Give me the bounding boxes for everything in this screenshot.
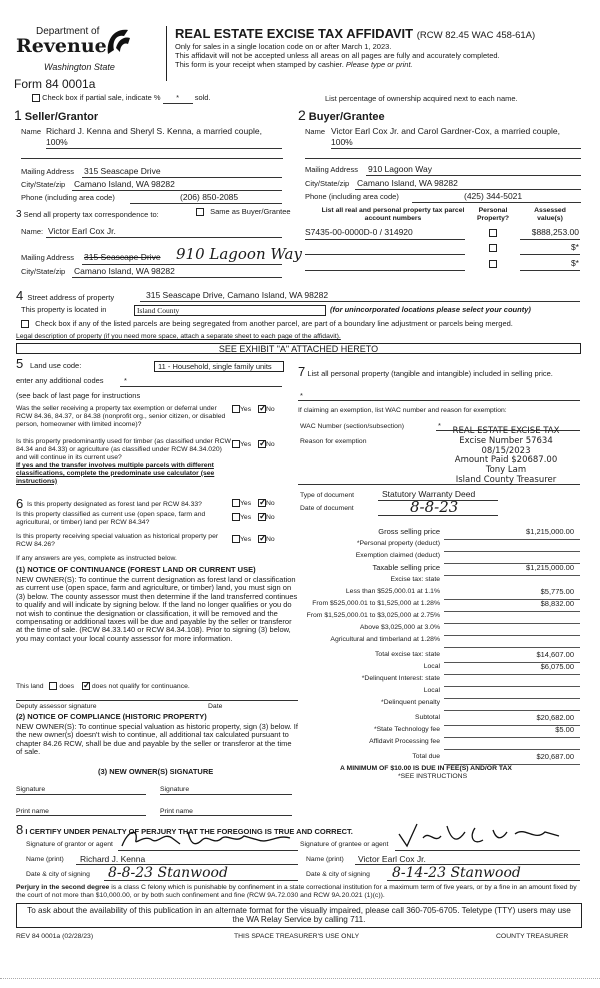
sec5-q1: Was the seller receiving a property tax exemption or deferral under RCW 84.36, 84.37, or 84.38 (nonprofit org., senior citizen, or disabled person, homeowner with limited income)? [16, 405, 226, 428]
form-title: REAL ESTATE EXCISE TAX AFFIDAVIT (RCW 82.45 WAC 458-61A) [175, 26, 536, 41]
current-use-no-checkbox[interactable] [258, 513, 266, 521]
tax-row: *State Technology fee $5.00 [298, 726, 580, 738]
footer-treasurer-use: THIS SPACE TREASURER'S USE ONLY [234, 933, 360, 940]
sec6-q1: Is this property designated as forest land per RCW 84.33? [27, 501, 202, 508]
tax-row: Subtotal $20,682.00 [298, 714, 580, 726]
wac-label: WAC Number (section/subsection) [300, 423, 405, 430]
footer-county-treasurer: COUNTY TREASURER [496, 933, 569, 940]
tax-row: *Delinquent Interest: state [298, 675, 580, 687]
new-owner-print-label: Print name [16, 808, 49, 815]
notice2-title: (2) NOTICE OF COMPLIANCE (HISTORIC PROPERTY) [16, 712, 207, 721]
seller-phone-label: Phone (including area code) [21, 193, 115, 202]
deputy-date-label: Date [208, 703, 223, 710]
seller-name[interactable]: Richard J. Kenna and Sheryl S. Kenna, a married couple, [46, 126, 262, 136]
buyer-phone-label: Phone (including area code) [305, 192, 399, 201]
parcel-header: List all real and personal property tax parcel account numbers [321, 207, 465, 222]
tax-row: Excise tax: state [390, 576, 440, 583]
accessibility-note: To ask about the availability of this publication in an alternate format for the visually impaired, please call 360-705-6705. Teletype (TTY) users may use the WA Relay Service by calling 711. [16, 903, 582, 928]
grantor-date-label: Date & city of signing [26, 871, 90, 878]
grantor-signature [118, 826, 298, 852]
seller-city-label: City/State/zip [21, 180, 66, 189]
q2-yes-checkbox[interactable] [232, 440, 240, 448]
personal-property-checkbox[interactable] [489, 244, 497, 252]
new-owner-sig-label: Signature [16, 786, 46, 793]
revenue-label: Revenue [16, 35, 107, 57]
additional-codes-label: enter any additional codes [16, 376, 104, 385]
if-yes: If any answers are yes, complete as instructed below. [16, 555, 177, 562]
dor-emblem-icon [104, 26, 134, 58]
located-label: This property is located in [21, 305, 107, 314]
tax-row: From $1,525,000.01 to $3,025,000 at 2.75% [298, 612, 580, 624]
buyer-pct[interactable]: 100% [331, 137, 353, 147]
notice1-title: (1) NOTICE OF CONTINUANCE (FOREST LAND OR CURRENT USE) [16, 565, 256, 574]
assessed-value[interactable]: $888,253.00 [531, 227, 579, 237]
tax-row: Affidavit Processing fee [298, 738, 580, 750]
sec6-q3: Is this property receiving special valuation as historical property per RCW 84.26? [16, 533, 219, 548]
grantor-date: 8-8-23 Stanwood [108, 865, 228, 881]
perjury-note: Perjury in the second degree is a class C felony which is punishable by confinement in a state correctional institution for a maximum term of five years, or by a fine in an amount fixed by the court of not more than $10,000.00, or by both such confinement and fine (RCW 9A.72.030 and RCW 9A.20.021 (1)(c)). [16, 884, 577, 899]
segregated-row: Check box if any of the listed parcels are being segregated from another parcel, are part of a boundary line adjustment or parcels being merged. [21, 320, 513, 329]
located-note: (for unincorporated locations please select your county) [330, 305, 531, 314]
personal-property-checkbox[interactable] [489, 229, 497, 237]
historic-yes-checkbox[interactable] [232, 535, 240, 543]
sec6-q3-answer: Yes ✓ No [232, 535, 275, 544]
seller-name-label: Name [21, 127, 42, 136]
sec6-q1-answer: Yes ✓ No [232, 499, 275, 508]
tax-row: Less than $525,000.01 at 1.1% $5,775.00 [298, 588, 580, 600]
new-owner-sig-label-2: Signature [160, 786, 190, 793]
tax-row: *Delinquent penalty [298, 699, 580, 711]
sec3-mail-struck[interactable]: 315 Seascape Drive [84, 252, 161, 262]
grantee-date: 8-14-23 Stanwood [392, 865, 521, 881]
header-line-1: Only for sales in a single location code on or after March 1, 2023. [175, 42, 392, 51]
sec3-city-label: City/State/zip [21, 267, 66, 276]
sec6-q2: Is this property classified as current use (open space, farm and agricultural, or timber) land per RCW 84.34? [16, 511, 206, 526]
sec5-q2b: If yes and the transfer involves multiple parcels with different classifications, complete the predominate use calculator (see instructions) [16, 462, 215, 485]
grantee-signature [395, 820, 565, 850]
tax-row: Local $6,075.00 [298, 663, 580, 675]
buyer-heading: 2 Buyer/Grantee [298, 107, 385, 123]
sec3-mail-label: Mailing Address [21, 253, 74, 262]
tax-row: Local [298, 687, 580, 699]
seller-heading: 1 Seller/Grantor [14, 107, 99, 123]
sec3-name-label: Name: [21, 227, 44, 236]
tax-table [298, 528, 580, 765]
partial-sale: Check box if partial sale, indicate % * sold. [32, 94, 211, 104]
legal-description[interactable]: SEE EXHIBIT "A" ATTACHED HERETO [16, 343, 581, 354]
grantor-sig-label: Signature of grantor or agent [26, 841, 113, 848]
buyer-mail-label: Mailing Address [305, 165, 358, 174]
county-select[interactable]: Island County [134, 305, 326, 316]
tax-row: Above $3,025,000 at 3.0% [298, 624, 580, 636]
does-not-checkbox[interactable] [82, 682, 90, 690]
header-line-2: This affidavit will not be accepted unless all areas on all pages are fully and accurately completed. [175, 51, 500, 60]
assessed-value[interactable]: $* [570, 258, 579, 268]
notice3-title: (3) NEW OWNER(S) SIGNATURE [98, 767, 214, 776]
minimum-note: A MINIMUM OF $10.00 IS DUE IN FEE(S) AND/OR TAX [340, 765, 512, 772]
doc-type[interactable]: Statutory Warranty Deed [382, 489, 476, 499]
doc-date: 8-8-23 [410, 498, 459, 516]
sec3-mail-handwritten: 910 Lagoon Way [176, 245, 302, 263]
state-label: Washington State [44, 62, 115, 72]
sec6-num: 6 [16, 496, 24, 511]
certify: 8 I CERTIFY UNDER PENALTY OF PERJURY THAT THE FOREGOING IS TRUE AND CORRECT. [16, 822, 353, 837]
notice2-text: NEW OWNER(S): To continue special valuation as historic property, sign (3) below. If the new owner(s) doesn't wish to continue, all additional tax calculated pursuant to chapter 84.26 RCW, shall be due and payable by the seller or transferor at the time of sale. [16, 722, 298, 757]
see-back: (see back of last page for instructions [16, 391, 141, 400]
qualify-row: This land does ✓ does not qualify for continuance. [16, 682, 190, 691]
parcel-account[interactable]: S7435-00-0000D-0 / 314920 [305, 227, 413, 237]
personal-property-value[interactable]: * [300, 391, 303, 400]
grantee-date-label: Date & city of signing [306, 871, 370, 878]
dept-label: Department of [36, 26, 100, 37]
seller-mail-label: Mailing Address [21, 167, 74, 176]
sec6-q2-answer: Yes ✓ No [232, 513, 275, 522]
sec3-city[interactable]: Camano Island, WA 98282 [74, 266, 175, 276]
seller-mail[interactable]: 315 Seascape Drive [84, 166, 161, 176]
seller-pct[interactable]: 100% [46, 137, 68, 147]
sec5-q2: Is this property predominantly used for timber (as classified under RCW 84.34 and 84.33) or agriculture (as classified under RCW 84.34.020) and will continue in its current use? [16, 438, 231, 461]
q1-yes-checkbox[interactable] [232, 405, 240, 413]
treasurer-stamp: REAL ESTATE EXCISE TAX Excise Number 57634 08/15/2023 Amount Paid $20687.00 Tony Lam Island County Treasurer [452, 426, 560, 485]
current-use-yes-checkbox[interactable] [232, 513, 240, 521]
wac-value[interactable]: * [438, 421, 441, 430]
assessed-value[interactable]: $* [570, 242, 579, 252]
buyer-city[interactable]: Camano Island, WA 98282 [357, 178, 458, 188]
see-instructions: *SEE INSTRUCTIONS [398, 773, 468, 780]
personal-property-checkbox[interactable] [489, 260, 497, 268]
grantor-name[interactable]: Richard J. Kenna [80, 854, 146, 864]
q2-no-checkbox[interactable] [258, 440, 266, 448]
tax-row: Agricultural and timberland at 1.28% [298, 636, 580, 648]
seller-city[interactable]: Camano Island, WA 98282 [74, 179, 175, 189]
tax-row: *Personal property (deduct) [298, 540, 580, 552]
assessed-header: Assessed value(s) [534, 207, 566, 222]
ownership-note: List percentage of ownership acquired next to each name. [325, 94, 518, 103]
tax-row: Gross selling price $1,215,000.00 [298, 528, 580, 540]
tax-row: Total excise tax: state $14,607.00 [298, 651, 580, 663]
forest-no-checkbox[interactable] [258, 499, 266, 507]
buyer-city-label: City/State/zip [305, 179, 350, 188]
buyer-name-label: Name [305, 127, 326, 136]
footer-rev: REV 84 0001a (02/28/23) [16, 933, 94, 940]
dor-logo [14, 26, 164, 76]
tax-row: Exemption claimed (deduct) [298, 552, 580, 564]
additional-codes[interactable]: * [124, 376, 127, 385]
property-address[interactable]: 315 Seascape Drive, Camano Island, WA 98282 [146, 290, 329, 300]
form-number: Form 84 0001a [14, 77, 96, 91]
grantee-name[interactable]: Victor Earl Cox Jr. [358, 854, 426, 864]
doc-date-label: Date of document [300, 505, 354, 512]
new-owner-print-label-2: Print name [160, 808, 193, 815]
sec3-label: 3 Send all property tax correspondence to: [16, 209, 159, 220]
land-use-select[interactable]: 11 - Household, single family units [154, 361, 284, 372]
doc-type-label: Type of document [300, 492, 355, 499]
sec3-name[interactable]: Victor Earl Cox Jr. [48, 226, 116, 236]
seller-phone[interactable]: (206) 850-2085 [180, 192, 239, 202]
deputy-sig-label: Deputy assessor signature [16, 703, 97, 710]
historic-no-checkbox[interactable] [258, 535, 266, 543]
grantee-sig-label: Signature of grantee or agent [300, 841, 389, 848]
grantee-name-label: Name (print) [306, 856, 344, 863]
header-line-3: This form is your receipt when stamped by cashier. Please type or print. [175, 60, 413, 69]
sec5-q2-answer: Yes ✓ No [232, 440, 275, 449]
buyer-phone[interactable]: (425) 344-5021 [464, 191, 523, 201]
tax-row: Total due $20,687.00 [298, 753, 580, 765]
reason-label: Reason for exemption [300, 438, 367, 445]
grantor-name-label: Name (print) [26, 856, 64, 863]
exempt-label: If claiming an exemption, list WAC number and reason for exemption: [298, 407, 507, 414]
tax-row: Taxable selling price $1,215,000.00 [298, 564, 580, 576]
sec7-label: 7 List all personal property (tangible and intangible) included in selling price. [298, 364, 553, 379]
partial-sale-checkbox[interactable] [32, 94, 40, 102]
does-checkbox[interactable] [49, 682, 57, 690]
same-as-buyer-checkbox[interactable] [196, 208, 204, 216]
notice1-text: NEW OWNER(S): To continue the current designation as forest land or classification as current use (open space, farm and agriculture, or timber) land, you must sign on (3) below. The county assessor must then determine if the land transferred continues to qualify and will indicate by signing below. If the land no longer qualifies or you do not wish to continue the designation or classification, it will be removed and the compensating or additional taxes will be due and payable by the seller or transferor at the time of sale. (RCW 84.33.140 or RCW 84.34.108). Prior to signing (3) below, you may contact your local county assessor for more information. [16, 575, 298, 643]
personal-property-header: Personal Property? [476, 207, 510, 222]
forest-yes-checkbox[interactable] [232, 499, 240, 507]
q1-no-checkbox[interactable] [258, 405, 266, 413]
land-use-label: Land use code: [30, 361, 82, 370]
legal-label: Legal description of property (if you need more space, attach a separate sheet to each page of the affidavit). [16, 333, 341, 340]
buyer-name[interactable]: Victor Earl Cox Jr. and Carol Gardner-Cox, a married couple, [331, 126, 560, 136]
tax-row: From $525,000.01 to $1,525,000 at 1.28% $8,832.00 [298, 600, 580, 612]
sec5-q1-answer: Yes ✓ No [232, 405, 275, 414]
buyer-mail[interactable]: 910 Lagoon Way [368, 164, 432, 174]
segregated-checkbox[interactable] [21, 320, 29, 328]
sec4-label: 4 Street address of property [16, 288, 115, 303]
same-as-buyer: Same as Buyer/Grantee [196, 208, 291, 217]
sec5-num: 5 [16, 356, 24, 371]
